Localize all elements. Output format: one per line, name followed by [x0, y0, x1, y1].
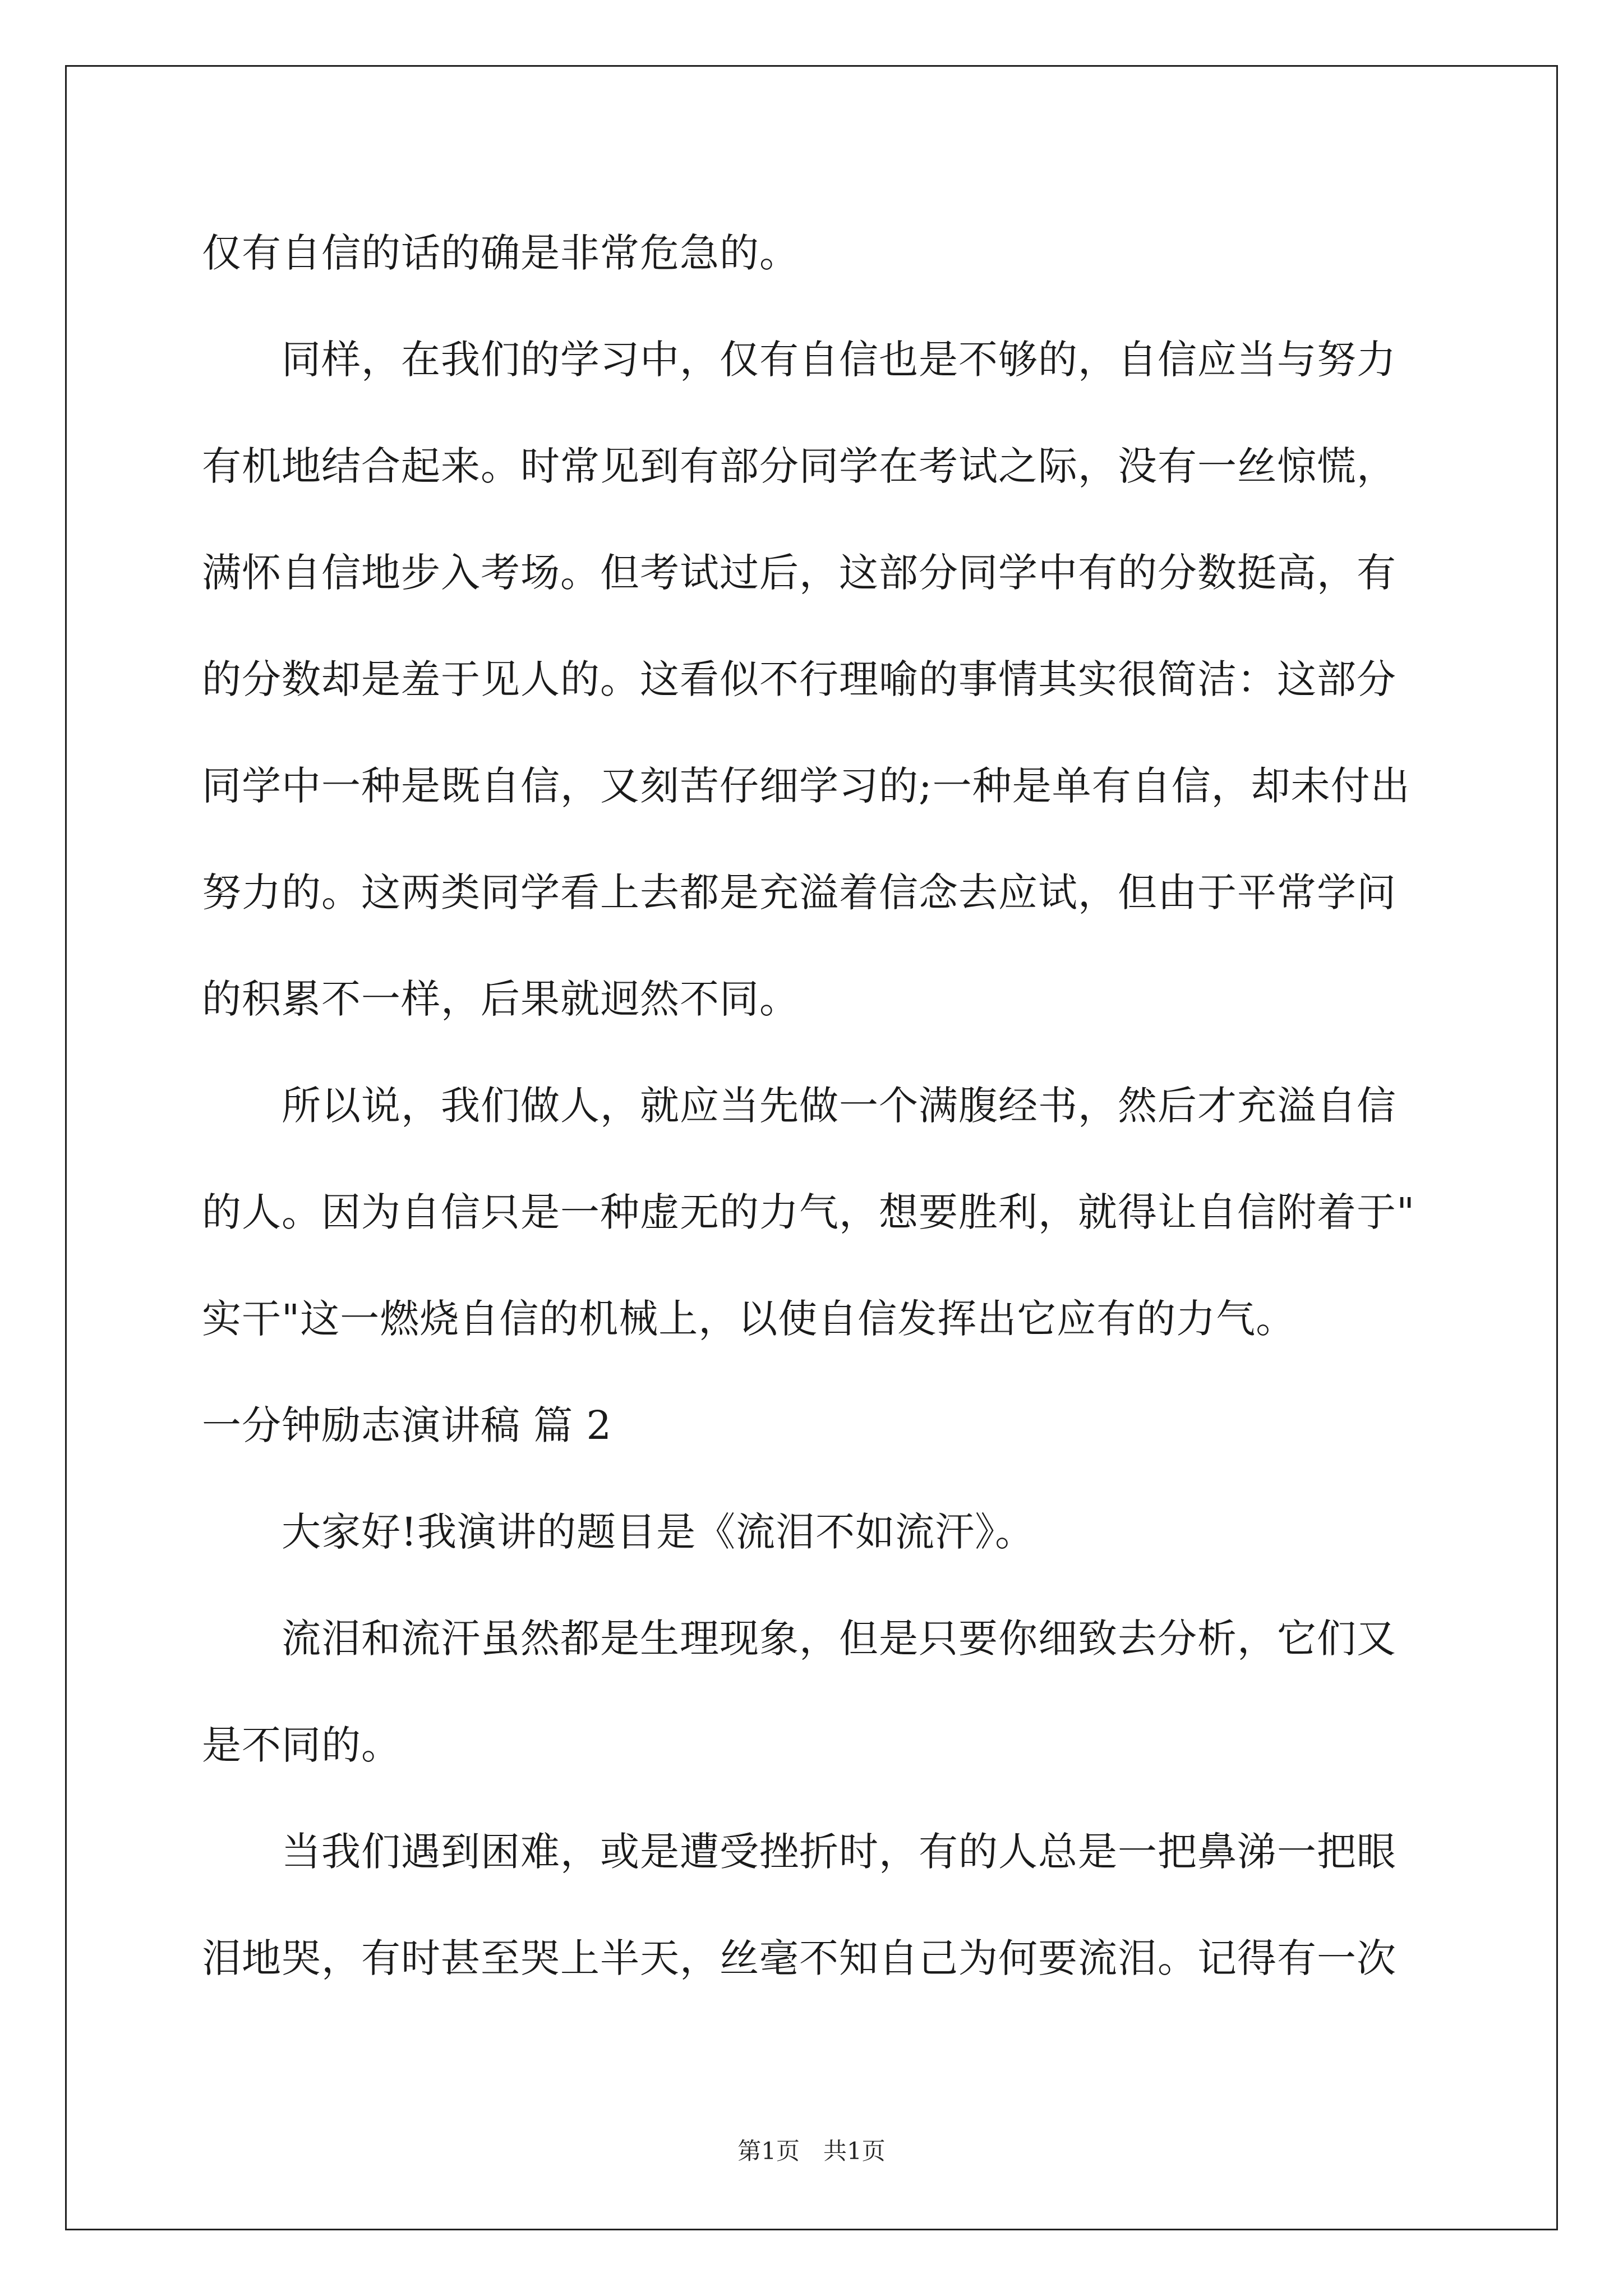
text-line: 大家好!我演讲的题目是《流泪不如流汗》。: [202, 1509, 1035, 1555]
text-line: 流泪和流汗虽然都是生理现象，但是只要你细致去分析，它们又: [202, 1616, 1396, 1662]
text-line: 泪地哭，有时甚至哭上半天，丝毫不知自己为何要流泪。记得有一次: [202, 1935, 1396, 1981]
text-line: 所以说，我们做人，就应当先做一个满腹经书，然后才充溢自信: [202, 1083, 1396, 1129]
page-footer: 第1页 共1页: [737, 2137, 886, 2165]
text-line: 当我们遇到困难，或是遭受挫折时，有的人总是一把鼻涕一把眼: [202, 1829, 1396, 1875]
text-line: 是不同的。: [202, 1722, 401, 1768]
text-line: 努力的。这两类同学看上去都是充溢着信念去应试，但由于平常学问: [202, 869, 1396, 915]
text-line: 的人。因为自信只是一种虚无的力气，想要胜利，就得让自信附着于": [202, 1189, 1415, 1235]
text-line: 仅有自信的话的确是非常危急的。: [202, 230, 799, 276]
text-line: 的积累不一样，后果就迥然不同。: [202, 976, 799, 1022]
document-body: [202, 200, 1430, 2012]
text-line: 实干"这一燃烧自信的机械上，以使自信发挥出它应有的力气。: [202, 1296, 1296, 1342]
text-line: 的分数却是羞于见人的。这看似不行理喻的事情其实很简洁：这部分: [202, 656, 1396, 702]
text-line: 有机地结合起来。时常见到有部分同学在考试之际，没有一丝惊慌，: [202, 443, 1396, 489]
section-heading: 一分钟励志演讲稿 篇 2: [202, 1402, 612, 1448]
text-line: 同样，在我们的学习中，仅有自信也是不够的，自信应当与努力: [202, 337, 1396, 383]
text-line: 同学中一种是既自信，又刻苦仔细学习的;一种是单有自信，却未付出: [202, 763, 1410, 809]
text-line: 满怀自信地步入考场。但考试过后，这部分同学中有的分数挺高，有: [202, 550, 1396, 596]
